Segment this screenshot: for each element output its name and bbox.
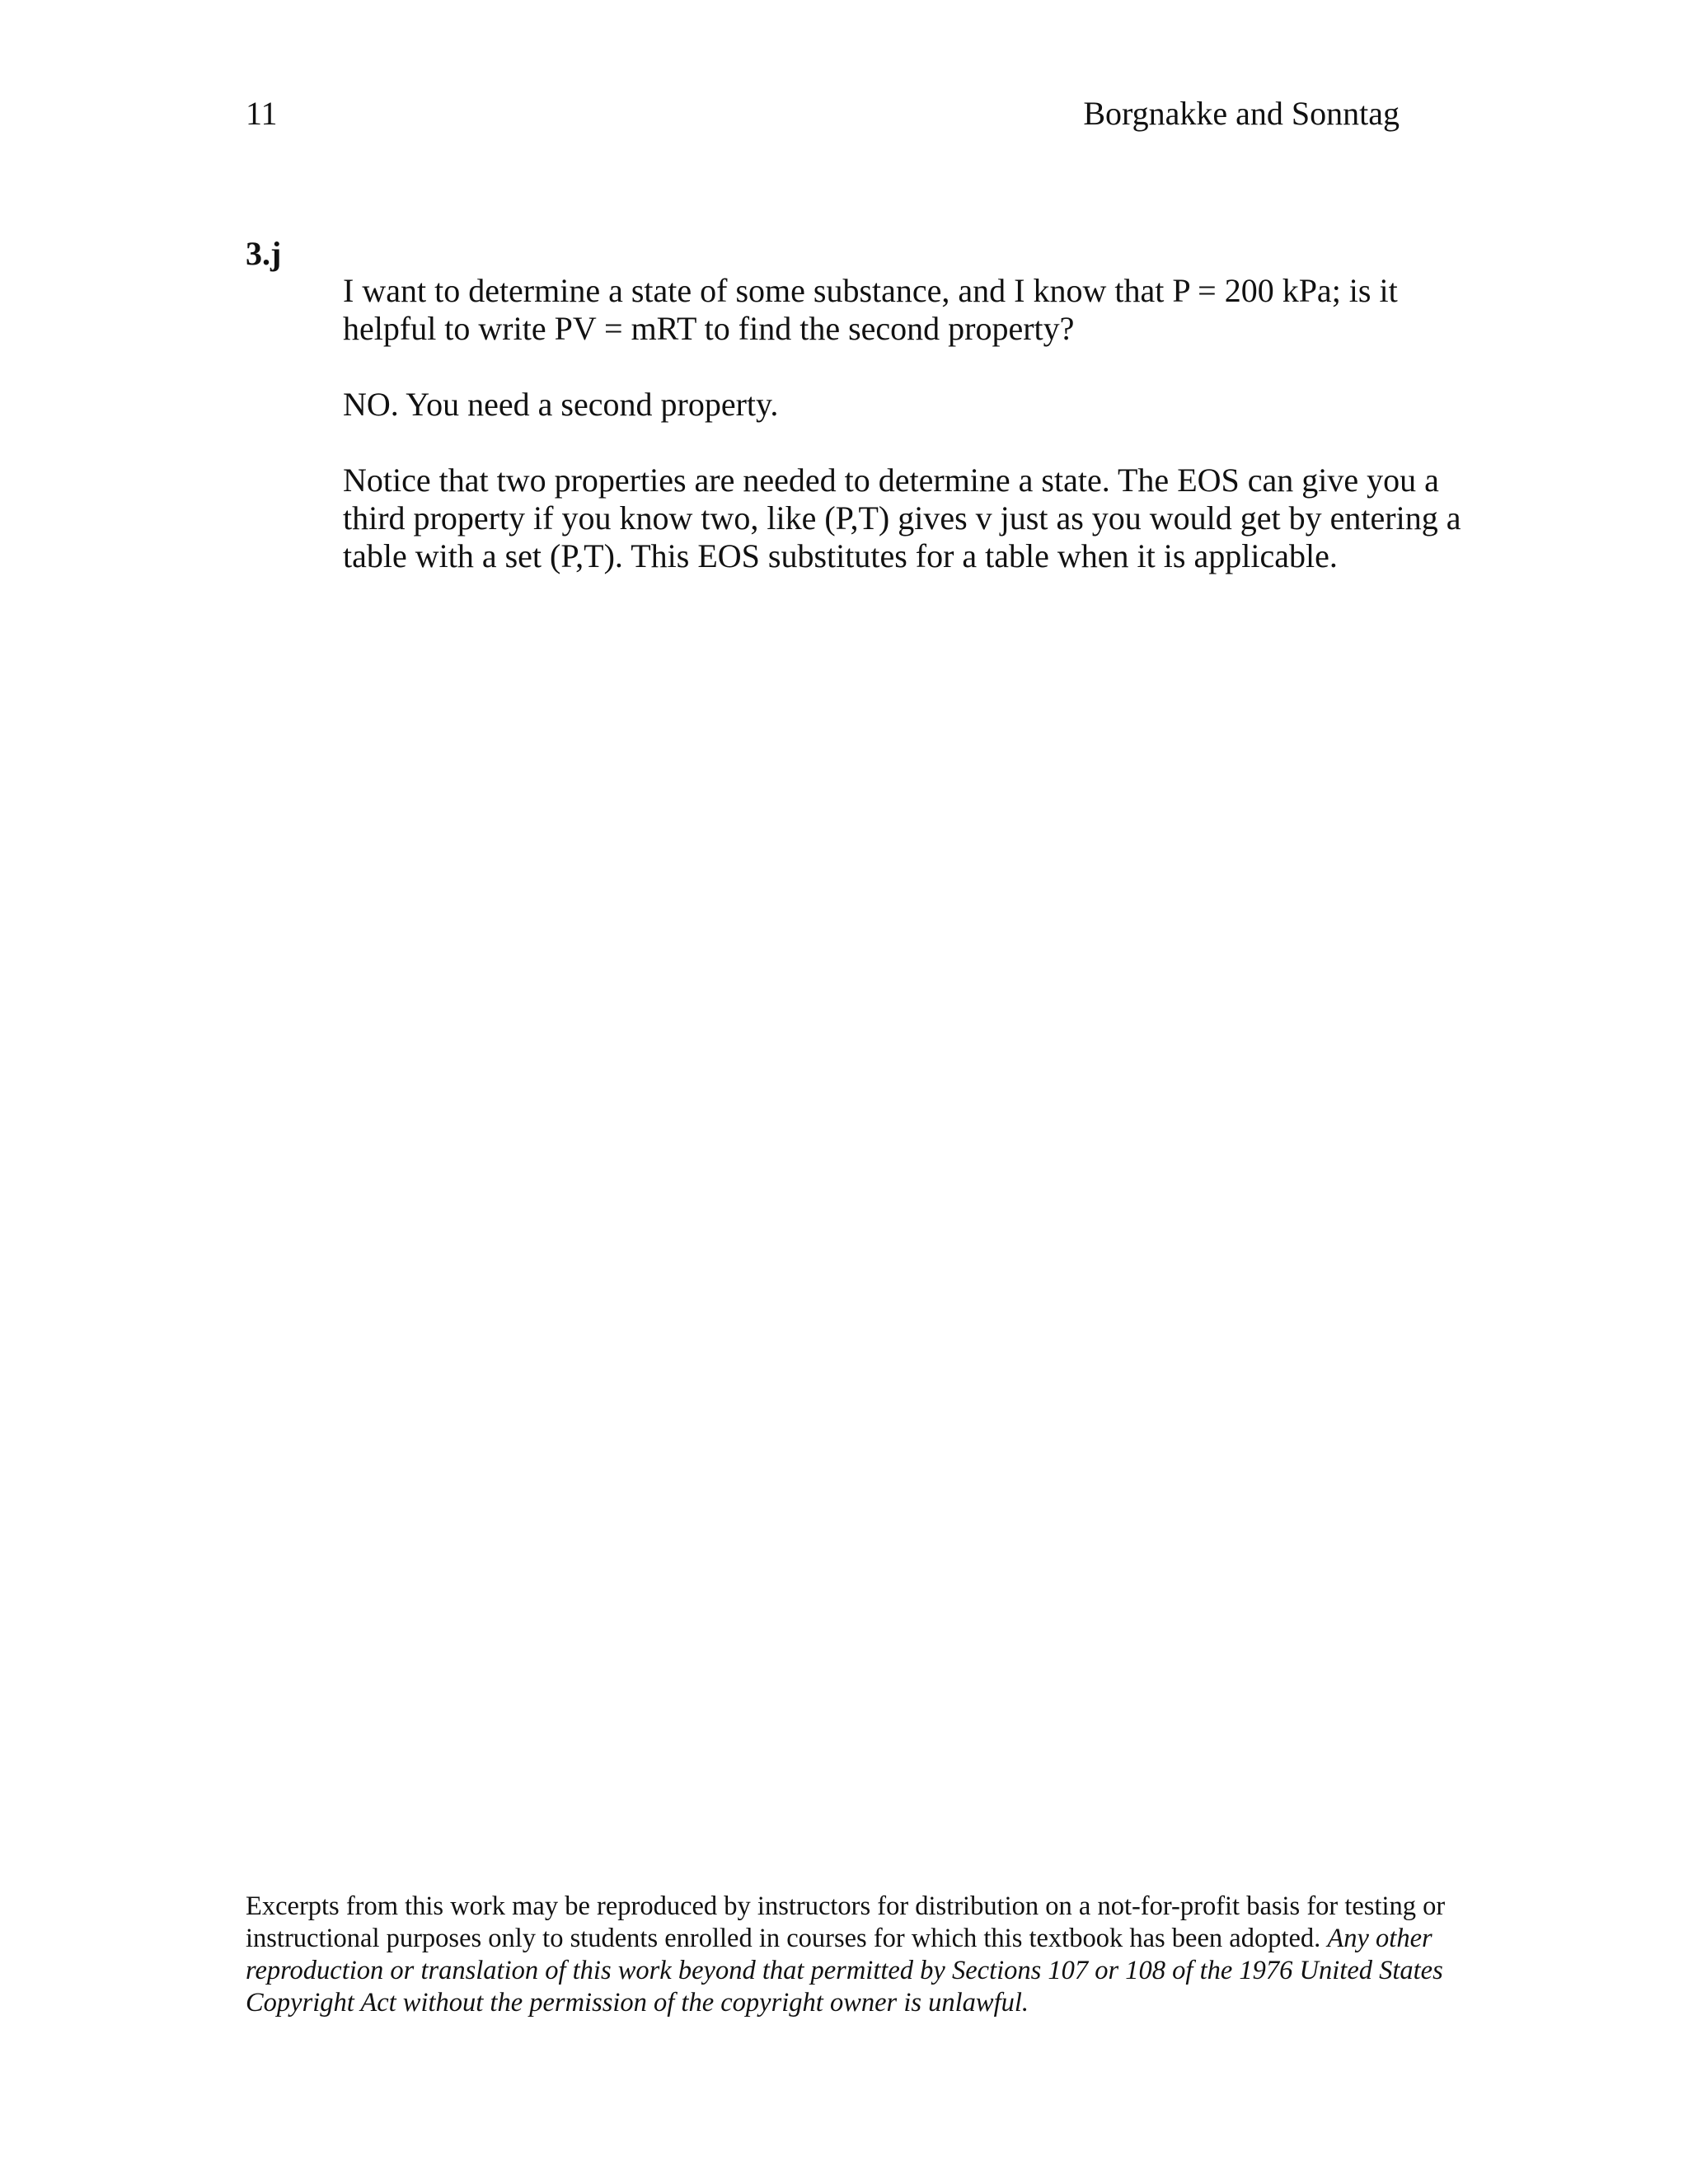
copyright-notice-italic: Any other reproduction or translation of this work beyond that permitted by Sections 107 or 108 of the 1976 United States Copyright Act without the permission of the copyright owner is unlawful. (246, 1924, 1443, 2018)
copyright-notice-regular: Excerpts from this work may be reproduced by instructors for distribution on a not-for-profit basis for testing or instructional purposes only to students enrolled in courses for which this textbook has been adopted. (246, 1891, 1446, 1953)
problem-label: 3.j (246, 235, 282, 272)
problem-explanation: Notice that two properties are needed to determine a state. The EOS can give you a third property if you know two, like (P,T) gives v just as you would get by entering a table with a set (P,T). This EOS substitutes for a table when it is applicable. (343, 462, 1461, 574)
page-number: 11 (246, 95, 278, 132)
copyright-notice (246, 1891, 1449, 2019)
problem-answer: NO. You need a second property. (343, 386, 779, 423)
running-header-authors: Borgnakke and Sonntag (1083, 95, 1400, 132)
problem-body (343, 272, 1480, 613)
problem-question: I want to determine a state of some substance, and I know that P = 200 kPa; is it helpful to write PV = mRT to find the second property? (343, 272, 1398, 347)
